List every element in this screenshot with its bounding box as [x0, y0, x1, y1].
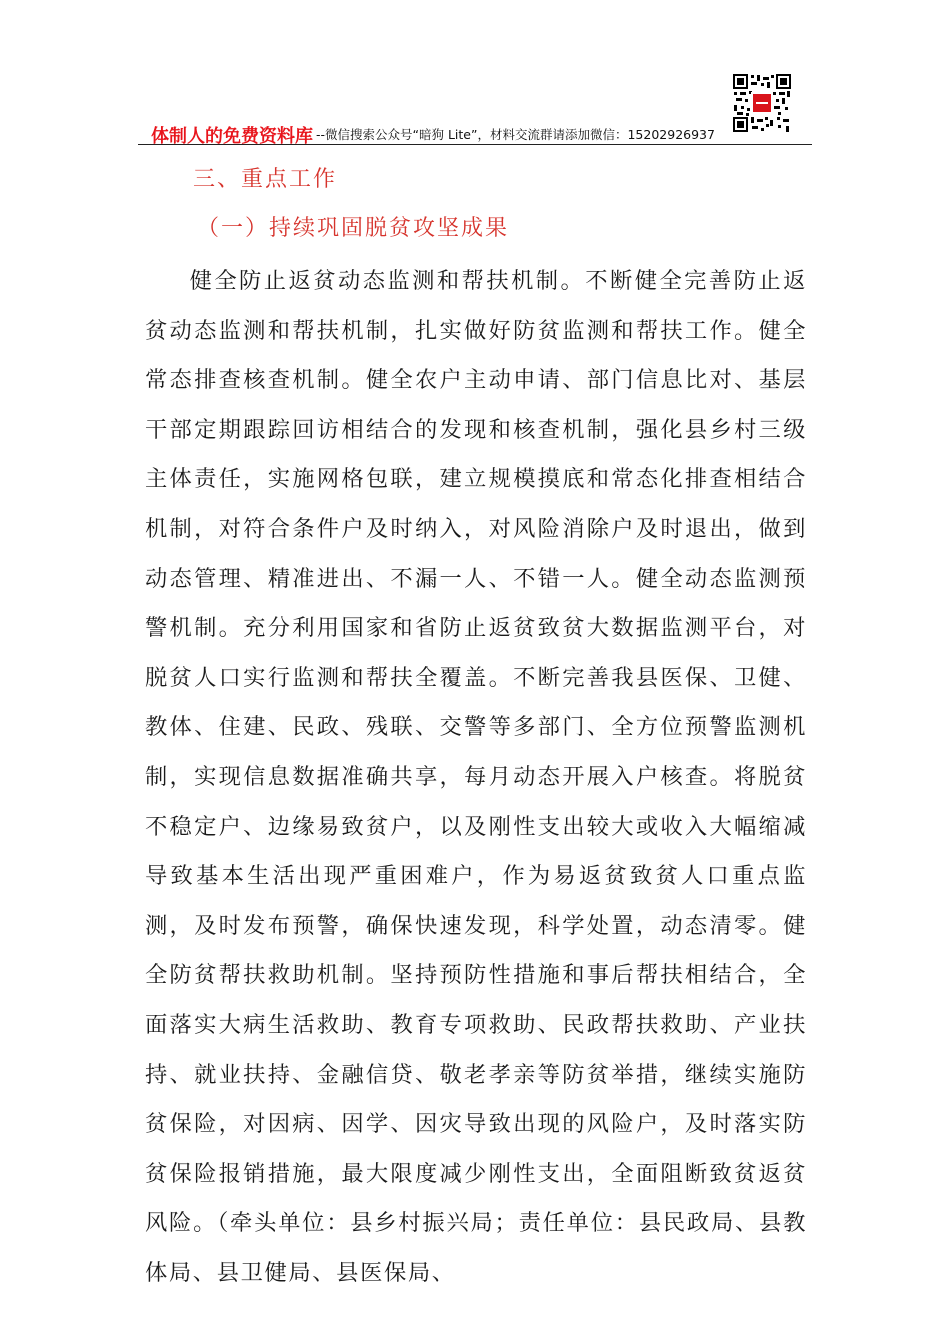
section-heading: 三、重点工作: [193, 167, 338, 192]
header-brand: 体制人的免费资料库: [151, 126, 313, 147]
section-subheading: （一）持续巩固脱贫攻坚成果: [197, 216, 510, 241]
qr-code-icon: [732, 73, 792, 133]
document-body: [145, 160, 807, 1298]
body-paragraph: 健全防止返贫动态监测和帮扶机制。不断健全完善防止返贫动态监测和帮扶机制，扎实做好防贫监测和帮扶工作。健全常态排查核查机制。健全农户主动申请、部门信息比对、基层干部定期跟踪回访相结合的发现和核查机制，强化县乡村三级主体责任，实施网格包联，建立规模摸底和常态化排查相结合机制，对符合条件户及时纳入，对风险消除户及时退出，做到动态管理、精准进出、不漏一人、不错一人。健全动态监测预警机制。充分利用国家和省防止返贫致贫大数据监测平台，对脱贫人口实行监测和帮扶全覆盖。不断完善我县医保、卫健、教体、住建、民政、残联、交警等多部门、全方位预警监测机制，实现信息数据准确共享，每月动态开展入户核查。将脱贫不稳定户、边缘易致贫户，以及刚性支出较大或收入大幅缩减导致基本生活出现严重困难户，作为易返贫致贫人口重点监测，及时发布预警，确保快速发现，科学处置，动态清零。健全防贫帮扶救助机制。坚持预防性措施和事后帮扶相结合，全面落实大病生活救助、教育专项救助、民政帮扶救助、产业扶持、就业扶持、金融信贷、敬老孝亲等防贫举措，继续实施防贫保险，对因病、因学、因灾导致出现的风险户，及时落实防贫保险报销措施，最大限度减少刚性支出，全面阻断致贫返贫风险。（牵头单位：县乡村振兴局；责任单位：县民政局、县教体局、县卫健局、县医保局、: [145, 268, 807, 1286]
header-divider: [138, 144, 812, 145]
header-note: --微信搜索公众号“暗狗 Lite”，材料交流群请添加微信：15202926937: [316, 127, 715, 142]
